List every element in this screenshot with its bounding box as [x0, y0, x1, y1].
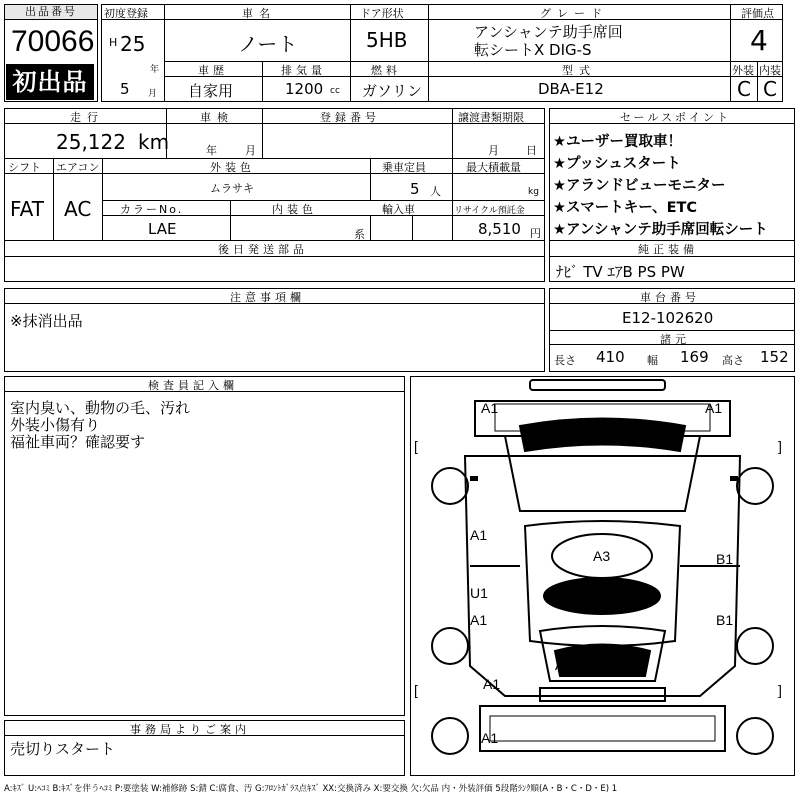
equipment-label: 純正装備 [638, 243, 698, 256]
office-label: 事務局よりご案内 [130, 723, 250, 736]
car-diagram-icon [410, 376, 795, 776]
recycle-unit: 円 [530, 227, 541, 240]
mark-left-door-front: U1 [470, 585, 488, 601]
bracket-bl: [ [414, 682, 418, 698]
later-parts-label: 後日発送部品 [218, 243, 308, 256]
selling-point-2: ★プッシュスタート [553, 156, 681, 172]
length-label: 長さ [554, 354, 576, 367]
mark-right-door-front: B1 [716, 551, 734, 567]
exterior-color: ムラサキ [210, 182, 254, 195]
door-type: 5HB [366, 28, 408, 52]
grade-line1: アンシャンテ助手席回 [474, 23, 623, 41]
mark-right-door-rear: B1 [716, 612, 734, 628]
reg-number-label: 登録番号 [320, 111, 380, 124]
mark-front-right: A1 [705, 400, 723, 416]
equipment: ﾅﾋﾞ TV ｴｱB PS PW [556, 263, 685, 281]
selling-point-5: ★アンシャンテ助手席回転シート [553, 222, 768, 238]
mileage-unit: km [138, 130, 170, 154]
intcolor-unit: 系 [354, 228, 365, 241]
color-label: 外装色 [210, 161, 255, 174]
transfer-month-unit: 月 [488, 144, 499, 157]
first-reg-label: 初度登録 [104, 7, 148, 20]
mark-hood: A3 [593, 548, 611, 564]
history-label: 車歴 [198, 64, 228, 77]
transfer-day-unit: 日 [526, 144, 537, 157]
shift-label: シフト [8, 161, 41, 174]
chassis-number: E12-102620 [622, 309, 714, 327]
recycle-label: リサイクル預託金 [454, 206, 525, 216]
lot-number: 70066 [11, 25, 95, 58]
mark-rear-glass: A2 [555, 657, 573, 673]
bracket-br: ] [778, 682, 782, 698]
mark-roof: U2 [593, 588, 611, 604]
history: 自家用 [188, 82, 234, 100]
mark-rear-bumper: A1 [481, 730, 499, 746]
fuel: ガソリン [362, 82, 423, 100]
color-number: LAE [148, 220, 177, 238]
model-label: 型式 [562, 64, 596, 77]
width-label: 幅 [647, 354, 658, 367]
ac: AC [64, 197, 92, 221]
selling-point-1: ★ユーザー買取車！ [553, 134, 682, 150]
recycle-fee: 8,510 [478, 220, 521, 238]
import-label: 輸入車 [382, 203, 415, 216]
displacement-label: 排気量 [281, 64, 326, 77]
reg-year: 25 [120, 32, 146, 56]
transfer-label: 譲渡書類期限 [458, 111, 524, 124]
score-label: 評価点 [741, 7, 774, 20]
model: DBA-E12 [538, 80, 604, 98]
month-unit: 月 [148, 89, 158, 99]
exterior-label: 外装 [732, 64, 754, 77]
inspector-line-1: 室内臭い、動物の毛、汚れ [10, 399, 191, 417]
ac-label: エアコン [56, 161, 100, 174]
year-unit: 年 [150, 65, 160, 75]
first-listing-badge: 初出品 [6, 64, 94, 100]
mark-left-rear: A1 [483, 676, 501, 692]
intcolor-label: 内装色 [272, 203, 317, 216]
inspector-line-3: 福祉車両？確認要す [10, 433, 146, 451]
mark-left-fender: A1 [470, 527, 488, 543]
width: 169 [680, 348, 709, 366]
notes-text: ※抹消出品 [10, 312, 83, 330]
grade-line2: 転シートX DIG-S [474, 41, 592, 59]
grade-label: グレード [540, 7, 608, 20]
capacity: 5 [410, 180, 420, 198]
capacity-unit: 人 [430, 185, 441, 198]
selling-point-4: ★スマートキー、ETC [553, 200, 698, 216]
height-label: 高さ [722, 354, 744, 367]
capacity-label: 乗車定員 [382, 161, 426, 174]
bracket-tl: [ [414, 438, 418, 454]
car-name: ノート [238, 32, 298, 56]
inspection-label: 車検 [200, 111, 234, 124]
shift: FAT [10, 197, 45, 221]
era: H [109, 36, 118, 49]
exterior-grade: C [737, 77, 751, 101]
maxload-label: 最大積載量 [466, 161, 521, 174]
mileage-label: 走行 [70, 111, 104, 124]
length: 410 [596, 348, 625, 366]
mileage: 25,122 [56, 130, 126, 154]
fuel-label: 燃料 [371, 64, 401, 77]
inspection-year-unit: 年 [206, 144, 217, 157]
lot-label: 出品番号 [5, 5, 97, 20]
height: 152 [760, 348, 789, 366]
inspection-month-unit: 月 [245, 144, 256, 157]
selling-point-3: ★アランドビューモニター [553, 178, 726, 194]
displacement: 1200 [285, 80, 324, 98]
chassis-label: 車台番号 [640, 291, 700, 304]
bracket-tr: ] [778, 438, 782, 454]
dims-label: 諸元 [660, 333, 690, 346]
inspector-line-2: 外装小傷有り [10, 416, 101, 434]
interior-label: 内装 [759, 64, 781, 77]
colorno-label: カラーNo. [120, 203, 184, 216]
notes-label: 注意事項欄 [230, 291, 305, 304]
interior-grade: C [763, 77, 777, 101]
mark-left-door-rear: A1 [470, 612, 488, 628]
displacement-unit: cc [330, 86, 340, 96]
car-name-label: 車名 [242, 7, 276, 20]
selling-points-label: セールスポイント [620, 111, 732, 124]
inspector-label: 検査員記入欄 [148, 379, 238, 392]
office-text: 売切りスタート [10, 740, 116, 758]
legend: A:ｷｽﾞ U:ﾍｺﾐ B:ｷｽﾞを伴うﾍｺﾐ P:要塗装 W:補修跡 S:錆 C:腐食、汚 G:ﾌﾛﾝﾄｶﾞﾗｽ点ｷｽﾞ XX:交換済み X:要交換 欠:欠品 内・外装評価 5段階ﾗﾝｸ順(A・B・C・D・E) 1 [4, 784, 618, 794]
mark-front-left: A1 [481, 400, 499, 416]
score: 4 [750, 24, 768, 57]
door-label: ドア形状 [360, 7, 404, 20]
reg-month: 5 [120, 80, 130, 98]
maxload-unit: kg [528, 187, 539, 197]
